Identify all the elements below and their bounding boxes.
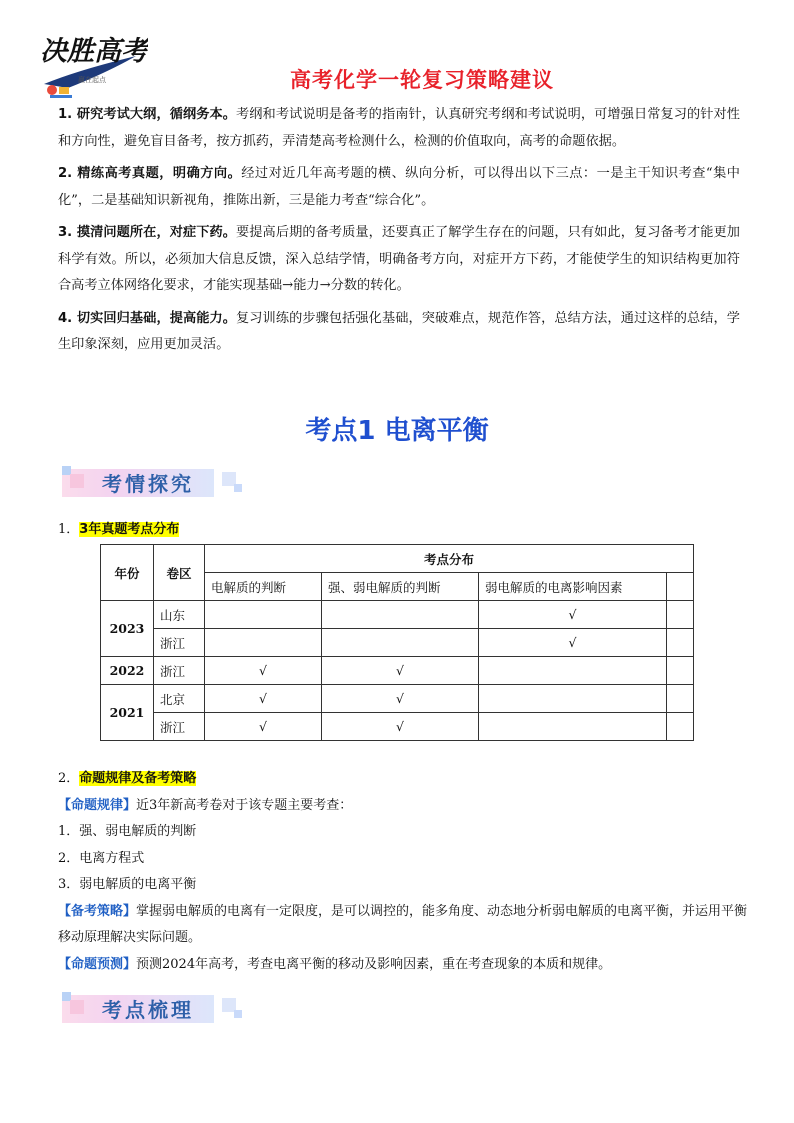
part1-heading: 1．3年真题考点分布 <box>58 522 180 537</box>
intro-paragraph: 2. 精练高考真题，明确方向。经过对近几年高考题的横、纵向分析，可以得出以下三点：一是主干知识考查“集中化”，二是基础知识新视角，推陈出新，三是能力考查“综合化”。 <box>58 166 740 208</box>
table-row: 2021 北京 √ √ <box>101 685 694 713</box>
document-title: 高考化学一轮复习策略建议 <box>290 68 554 92</box>
list-item: 3．弱电解质的电离平衡 <box>58 877 197 892</box>
intro-paragraph: 3. 摸清问题所在，对症下药。要提高后期的备考质量，还要真正了解学生存在的问题，只有如此，复习备考才能更加科学有效。所以，必须加大信息反馈，深入总结学情，明确备考方向，对症开方下药，才能使学生的知识结构更加符合高考立体网络化要求，才能实现基础→能力→分数的转化。 <box>58 225 740 293</box>
rule-paragraph: 【命题规律】近3年新高考卷对于该专题主要考查： <box>58 797 353 813</box>
strategy-section <box>58 766 748 978</box>
banner-key-points: 考点梳理 <box>62 992 242 1026</box>
banner-exam-analysis: 考情探究 <box>62 466 242 500</box>
list-item: 1．强、弱电解质的判断 <box>58 824 197 839</box>
column-header: 弱电解质的电离影响因素 <box>479 573 667 601</box>
header-distribution: 考点分布 <box>205 545 694 573</box>
exam-distribution-table <box>100 544 694 741</box>
table-row: 浙江 √ √ <box>101 713 694 741</box>
strategy-paragraph: 【备考策略】掌握弱电解质的电离有一定限度，是可以调控的，能多角度、动态地分析弱电解质的电离平衡，并运用平衡移动原理解决实际问题。 <box>58 903 748 945</box>
logo-sub: 赢在起点 <box>78 76 106 84</box>
table-row: 2022 浙江 √ √ <box>101 657 694 685</box>
intro-paragraph: 4. 切实回归基础，提高能力。复习训练的步骤包括强化基础，突破难点，规范作答，总结方法，通过这样的总结，学生印象深刻，应用更加灵活。 <box>58 310 740 352</box>
header-year: 年份 <box>101 545 154 601</box>
column-header: 强、弱电解质的判断 <box>322 573 479 601</box>
table-row: 2023 山东 √ <box>101 601 694 629</box>
intro-paragraph: 1. 研究考试大纲，循纲务本。考纲和考试说明是备考的指南针，认真研究考纲和考试说明，可增强日常复习的针对性和方向性，避免盲目备考，按方抓药，弄清楚高考检测什么，检测的价值取向，高考的命题依据。 <box>58 107 740 149</box>
column-header <box>667 573 694 601</box>
list-item: 2．电离方程式 <box>58 850 145 866</box>
column-header: 电解质的判断 <box>205 573 322 601</box>
logo <box>38 26 148 102</box>
logo-text: 决胜高考 <box>40 36 148 67</box>
predict-paragraph: 【命题预测】预测2024年高考，考查电离平衡的移动及影响因素，重在考查现象的本质和规律。 <box>58 956 612 972</box>
header-region: 卷区 <box>154 545 205 601</box>
table-row: 浙江 √ <box>101 629 694 657</box>
part2-heading: 2．命题规律及备考策略 <box>58 771 197 786</box>
section-title: 考点1 电离平衡 <box>305 416 489 446</box>
intro-section <box>58 102 740 365</box>
